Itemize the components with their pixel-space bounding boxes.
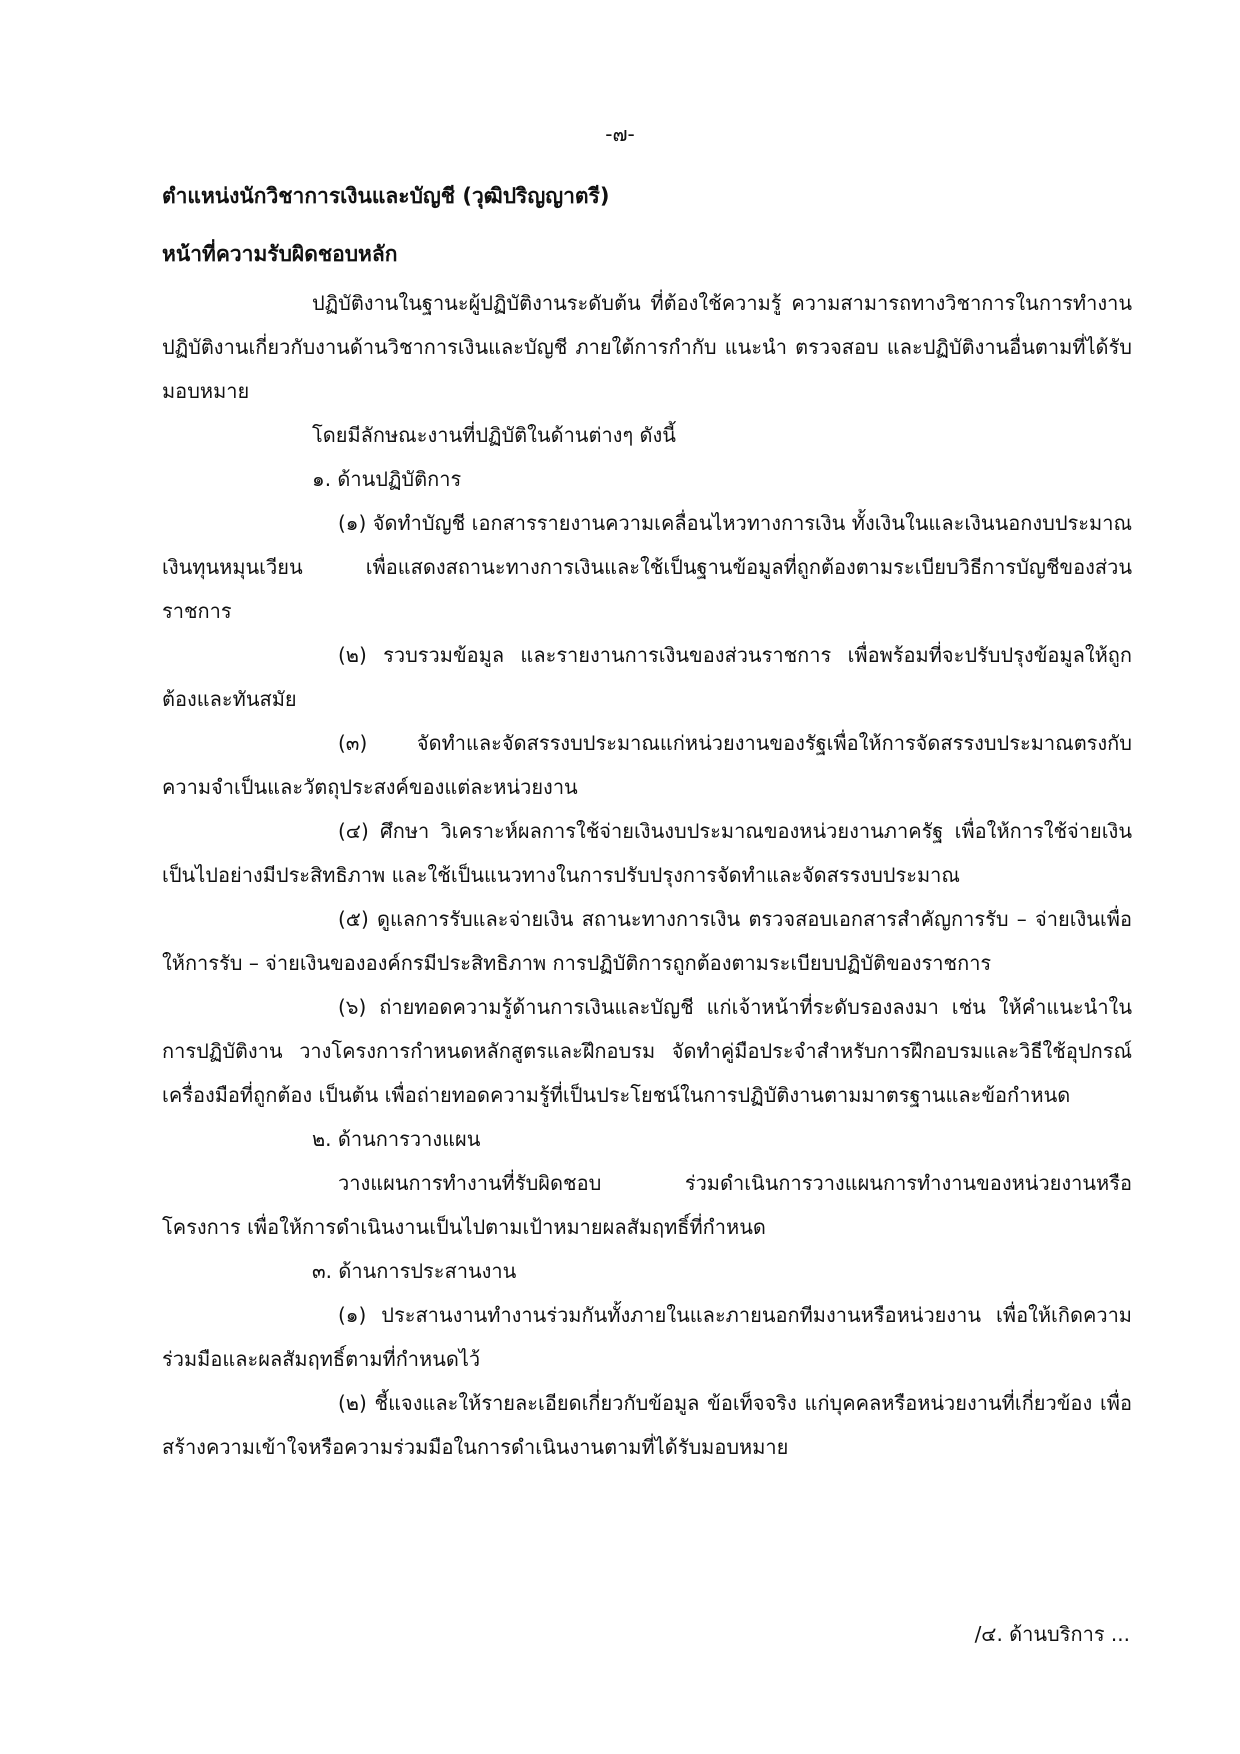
page-number: -๗- — [605, 122, 635, 146]
operations-item-3: (๓) จัดทำและจัดสรรงบประมาณแก่หน่วยงานของรัฐเพื่อให้การจัดสรรงบประมาณตรงกับความจำเป็นและวัตถุประสงค์ของแต่ละหน่วยงาน — [162, 731, 1132, 799]
operations-item-2: (๒) รวบรวมข้อมูล และรายงานการเงินของส่วนราชการ เพื่อพร้อมที่จะปรับปรุงข้อมูลให้ถูกต้องและทันสมัย — [162, 643, 1132, 711]
lead-line: โดยมีลักษณะงานที่ปฏิบัติในด้านต่างๆ ดังนี้ — [312, 423, 676, 447]
coordination-item-1: (๑) ประสานงานทำงานร่วมกันทั้งภายในและภายนอกทีมงานหรือหน่วยงาน เพื่อให้เกิดความร่วมมือและผลสัมฤทธิ์ตามที่กำหนดไว้ — [162, 1303, 1132, 1371]
position-title: ตำแหน่งนักวิชาการเงินและบัญชี (วุฒิปริญญาตรี) — [162, 184, 610, 208]
coordination-item-2: (๒) ชี้แจงและให้รายละเอียดเกี่ยวกับข้อมูล ข้อเท็จจริง แก่บุคคลหรือหน่วยงานที่เกี่ยวข้อง เพื่อสร้างความเข้าใจหรือความร่วมมือในการดำเนินงานตามที่ได้รับมอบหมาย — [162, 1391, 1132, 1459]
section-heading-planning: ๒. ด้านการวางแผน — [312, 1127, 481, 1151]
document-body — [162, 281, 1132, 1469]
intro-paragraph: ปฏิบัติงานในฐานะผู้ปฏิบัติงานระดับต้น ที่ต้องใช้ความรู้ ความสามารถทางวิชาการในการทำงาน ปฏิบัติงานเกี่ยวกับงานด้านวิชาการเงินและบัญชี ภายใต้การกำกับ แนะนำ ตรวจสอบ และปฏิบัติงานอื่นตามที่ได้รับมอบหมาย — [162, 291, 1132, 403]
operations-item-1: (๑) จัดทำบัญชี เอกสารรายงานความเคลื่อนไหวทางการเงิน ทั้งเงินในและเงินนอกงบประมาณ เงินทุนหมุนเวียน เพื่อแสดงสถานะทางการเงินและใช้เป็นฐานข้อมูลที่ถูกต้องตามระเบียบวิธีการบัญชีของส่วนราชการ — [162, 511, 1132, 623]
operations-item-6: (๖) ถ่ายทอดความรู้ด้านการเงินและบัญชี แก่เจ้าหน้าที่ระดับรองลงมา เช่น ให้คำแนะนำในการปฏิบัติงาน วางโครงการกำหนดหลักสูตรและฝึกอบรม จัดทำคู่มือประจำสำหรับการฝึกอบรมและวิธีใช้อุปกรณ์เครื่องมือที่ถูกต้อง เป็นต้น เพื่อถ่ายทอดความรู้ที่เป็นประโยชน์ในการปฏิบัติงานตามมาตรฐานและข้อกำหนด — [162, 995, 1132, 1107]
planning-item-1: วางแผนการทำงานที่รับผิดชอบ ร่วมดำเนินการวางแผนการทำงานของหน่วยงานหรือโครงการ เพื่อให้การดำเนินงานเป็นไปตามเป้าหมายผลสัมฤทธิ์ที่กำหนด — [162, 1171, 1132, 1239]
section-heading: หน้าที่ความรับผิดชอบหลัก — [162, 242, 398, 266]
section-heading-operations: ๑. ด้านปฏิบัติการ — [312, 467, 462, 491]
operations-item-4: (๔) ศึกษา วิเคราะห์ผลการใช้จ่ายเงินงบประมาณของหน่วยงานภาครัฐ เพื่อให้การใช้จ่ายเงินเป็นไปอย่างมีประสิทธิภาพ และใช้เป็นแนวทางในการปรับปรุงการจัดทำและจัดสรรงบประมาณ — [162, 819, 1132, 887]
section-heading-coordination: ๓. ด้านการประสานงาน — [312, 1259, 517, 1283]
continuation-note: /๔. ด้านบริการ ... — [974, 1622, 1130, 1646]
operations-item-5: (๕) ดูแลการรับและจ่ายเงิน สถานะทางการเงิน ตรวจสอบเอกสารสำคัญการรับ – จ่ายเงินเพื่อให้การรับ – จ่ายเงินขององค์กรมีประสิทธิภาพ การปฏิบัติการถูกต้องตามระเบียบปฏิบัติของราชการ — [162, 907, 1132, 975]
